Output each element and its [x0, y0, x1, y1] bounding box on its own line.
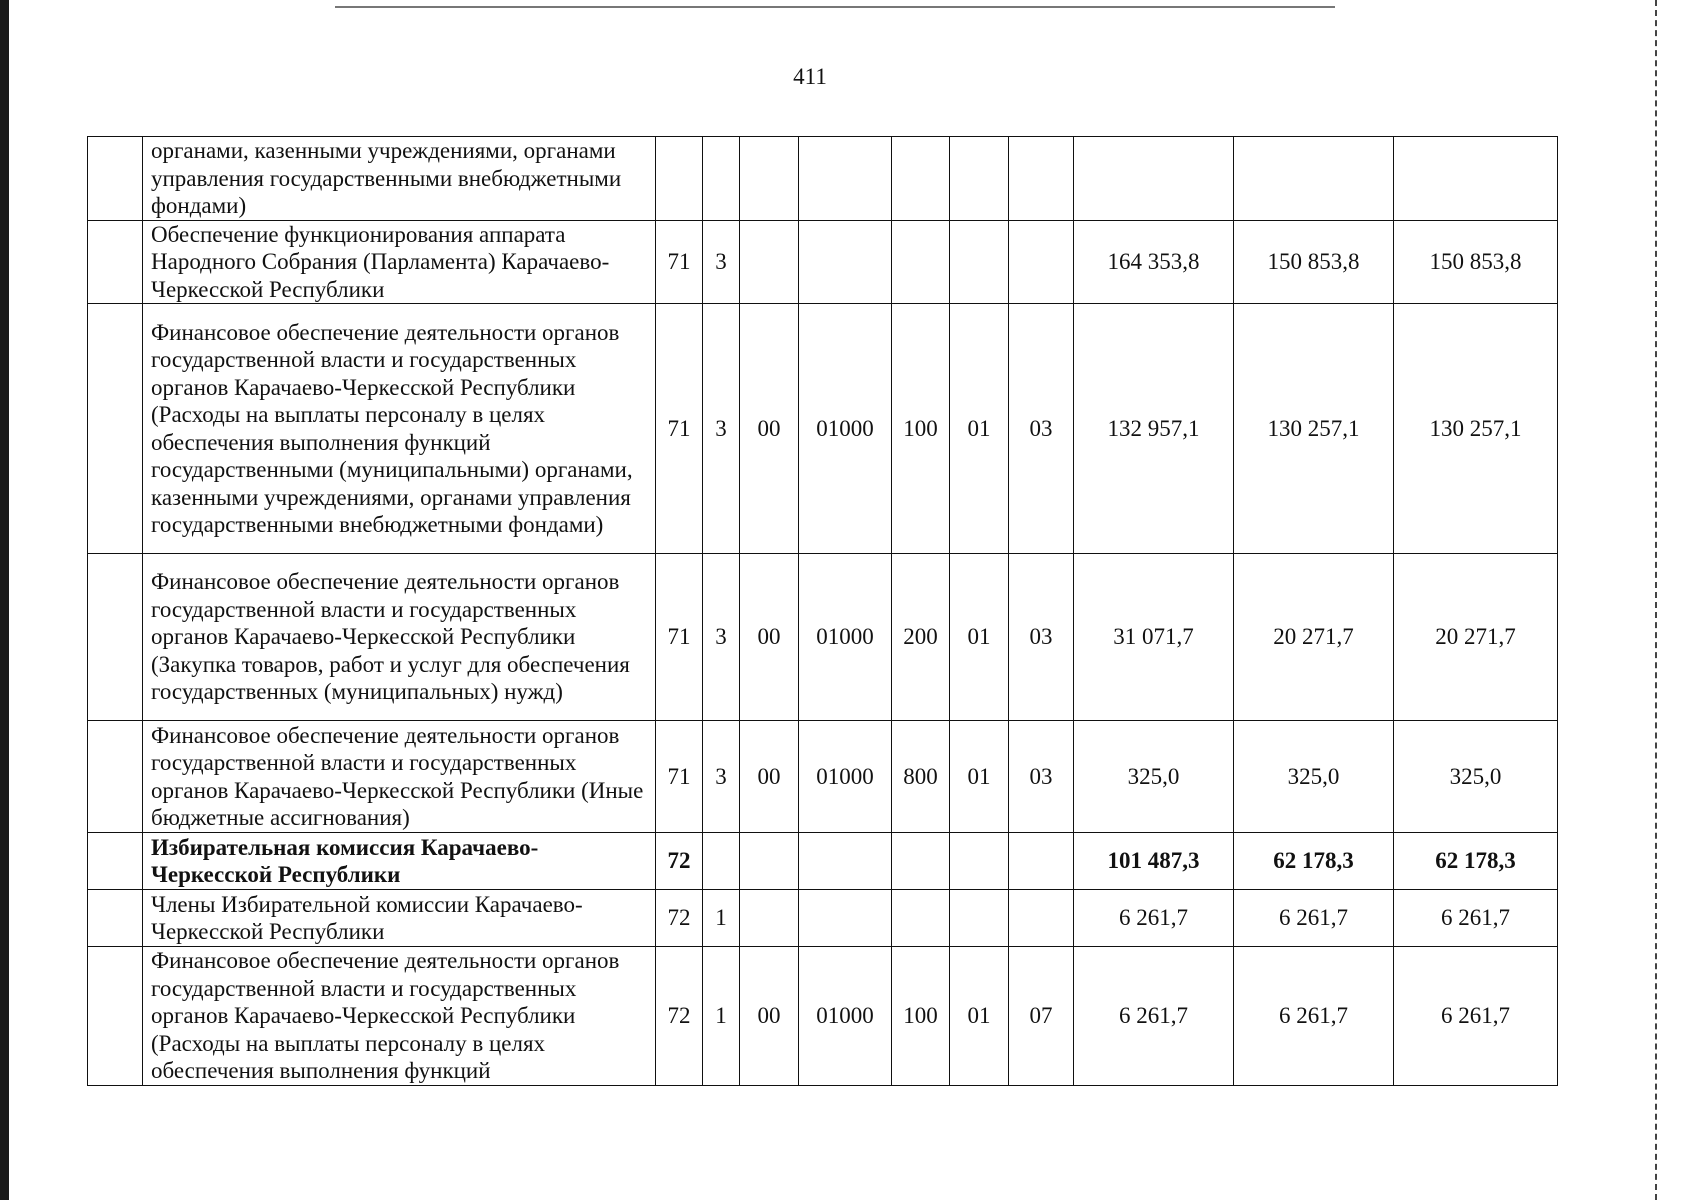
code-cell — [950, 833, 1009, 890]
code-cell: 72 — [656, 833, 703, 890]
code-cell — [799, 220, 892, 304]
code-cell: 100 — [892, 947, 950, 1086]
amount-cell: 6 261,7 — [1074, 890, 1234, 947]
amount-cell: 130 257,1 — [1234, 304, 1394, 554]
code-cell — [950, 220, 1009, 304]
code-cell: 100 — [892, 304, 950, 554]
code-cell: 01000 — [799, 721, 892, 833]
code-cell — [799, 890, 892, 947]
amount-cell — [1074, 137, 1234, 221]
amount-cell: 6 261,7 — [1394, 947, 1558, 1086]
code-cell — [950, 890, 1009, 947]
code-cell — [892, 220, 950, 304]
code-cell: 800 — [892, 721, 950, 833]
amount-cell: 101 487,3 — [1074, 833, 1234, 890]
item-name: Члены Избирательной комиссии Карачаево-Черкесской Республики — [143, 890, 656, 947]
code-cell: 71 — [656, 304, 703, 554]
row-number-cell — [88, 721, 143, 833]
item-name: Избирательная комиссия Карачаево-Черкесской Республики — [143, 833, 656, 890]
code-cell — [656, 137, 703, 221]
code-cell: 1 — [703, 947, 740, 1086]
code-cell: 3 — [703, 304, 740, 554]
table-row — [88, 554, 1558, 721]
code-cell: 03 — [1009, 554, 1074, 721]
amount-cell: 150 853,8 — [1234, 220, 1394, 304]
code-cell — [799, 137, 892, 221]
table-row — [88, 137, 1558, 221]
code-cell: 71 — [656, 220, 703, 304]
code-cell: 01000 — [799, 554, 892, 721]
code-cell: 07 — [1009, 947, 1074, 1086]
amount-cell: 6 261,7 — [1234, 890, 1394, 947]
code-cell — [740, 890, 799, 947]
code-cell: 01 — [950, 554, 1009, 721]
row-number-cell — [88, 137, 143, 221]
table-row — [88, 947, 1558, 1086]
amount-cell: 325,0 — [1074, 721, 1234, 833]
scan-right-rule — [1655, 0, 1657, 1200]
code-cell: 00 — [740, 721, 799, 833]
budget-table — [87, 136, 1558, 1086]
code-cell: 3 — [703, 554, 740, 721]
amount-cell: 6 261,7 — [1234, 947, 1394, 1086]
amount-cell: 62 178,3 — [1394, 833, 1558, 890]
table-row — [88, 890, 1558, 947]
item-name: Обеспечение функционирования аппарата Народного Собрания (Парламента) Карачаево-Черкесской Республики — [143, 220, 656, 304]
table-row — [88, 833, 1558, 890]
code-cell: 3 — [703, 721, 740, 833]
code-cell: 00 — [740, 554, 799, 721]
code-cell: 1 — [703, 890, 740, 947]
code-cell — [1009, 220, 1074, 304]
amount-cell: 6 261,7 — [1394, 890, 1558, 947]
item-name: органами, казенными учреждениями, органами управления государственными внебюджетными фондами) — [143, 137, 656, 221]
amount-cell: 164 353,8 — [1074, 220, 1234, 304]
scan-left-edge — [0, 0, 9, 1200]
code-cell — [892, 890, 950, 947]
table-row — [88, 721, 1558, 833]
code-cell: 03 — [1009, 304, 1074, 554]
code-cell — [892, 137, 950, 221]
amount-cell — [1394, 137, 1558, 221]
amount-cell — [1234, 137, 1394, 221]
row-number-cell — [88, 304, 143, 554]
code-cell: 72 — [656, 890, 703, 947]
page-number: 411 — [793, 64, 827, 89]
code-cell — [892, 833, 950, 890]
row-number-cell — [88, 890, 143, 947]
item-name: Финансовое обеспечение деятельности органов государственной власти и государственных органов Карачаево-Черкесской Республики (Расходы на выплаты персоналу в целях обеспечения выполнения функций — [143, 947, 656, 1086]
code-cell — [703, 137, 740, 221]
amount-cell: 132 957,1 — [1074, 304, 1234, 554]
row-number-cell — [88, 947, 143, 1086]
code-cell: 3 — [703, 220, 740, 304]
code-cell: 71 — [656, 721, 703, 833]
code-cell — [740, 833, 799, 890]
code-cell — [1009, 833, 1074, 890]
code-cell — [1009, 137, 1074, 221]
amount-cell: 130 257,1 — [1394, 304, 1558, 554]
code-cell — [740, 137, 799, 221]
code-cell: 71 — [656, 554, 703, 721]
code-cell — [1009, 890, 1074, 947]
code-cell: 01 — [950, 947, 1009, 1086]
code-cell — [703, 833, 740, 890]
amount-cell: 31 071,7 — [1074, 554, 1234, 721]
code-cell — [740, 220, 799, 304]
amount-cell: 325,0 — [1234, 721, 1394, 833]
code-cell: 00 — [740, 304, 799, 554]
code-cell: 72 — [656, 947, 703, 1086]
item-name: Финансовое обеспечение деятельности органов государственной власти и государственных органов Карачаево-Черкесской Республики (Закупка товаров, работ и услуг для обеспечения государственных (муниципальных) нужд) — [143, 554, 656, 721]
table-row — [88, 220, 1558, 304]
item-name: Финансовое обеспечение деятельности органов государственной власти и государственных органов Карачаево-Черкесской Республики (Иные бюджетные ассигнования) — [143, 721, 656, 833]
code-cell: 01 — [950, 721, 1009, 833]
code-cell: 00 — [740, 947, 799, 1086]
amount-cell: 6 261,7 — [1074, 947, 1234, 1086]
code-cell: 03 — [1009, 721, 1074, 833]
row-number-cell — [88, 220, 143, 304]
amount-cell: 325,0 — [1394, 721, 1558, 833]
scan-top-rule — [335, 6, 1335, 8]
code-cell — [950, 137, 1009, 221]
code-cell: 01000 — [799, 947, 892, 1086]
row-number-cell — [88, 554, 143, 721]
code-cell: 01 — [950, 304, 1009, 554]
amount-cell: 62 178,3 — [1234, 833, 1394, 890]
code-cell: 01000 — [799, 304, 892, 554]
code-cell — [799, 833, 892, 890]
code-cell: 200 — [892, 554, 950, 721]
table-row — [88, 304, 1558, 554]
amount-cell: 20 271,7 — [1234, 554, 1394, 721]
item-name: Финансовое обеспечение деятельности органов государственной власти и государственных органов Карачаево-Черкесской Республики (Расходы на выплаты персоналу в целях обеспечения выполнения функций государственными (муниципальными) органами, казенными учреждениями, органами управления государственными внебюджетными фондами) — [143, 304, 656, 554]
amount-cell: 20 271,7 — [1394, 554, 1558, 721]
amount-cell: 150 853,8 — [1394, 220, 1558, 304]
row-number-cell — [88, 833, 143, 890]
